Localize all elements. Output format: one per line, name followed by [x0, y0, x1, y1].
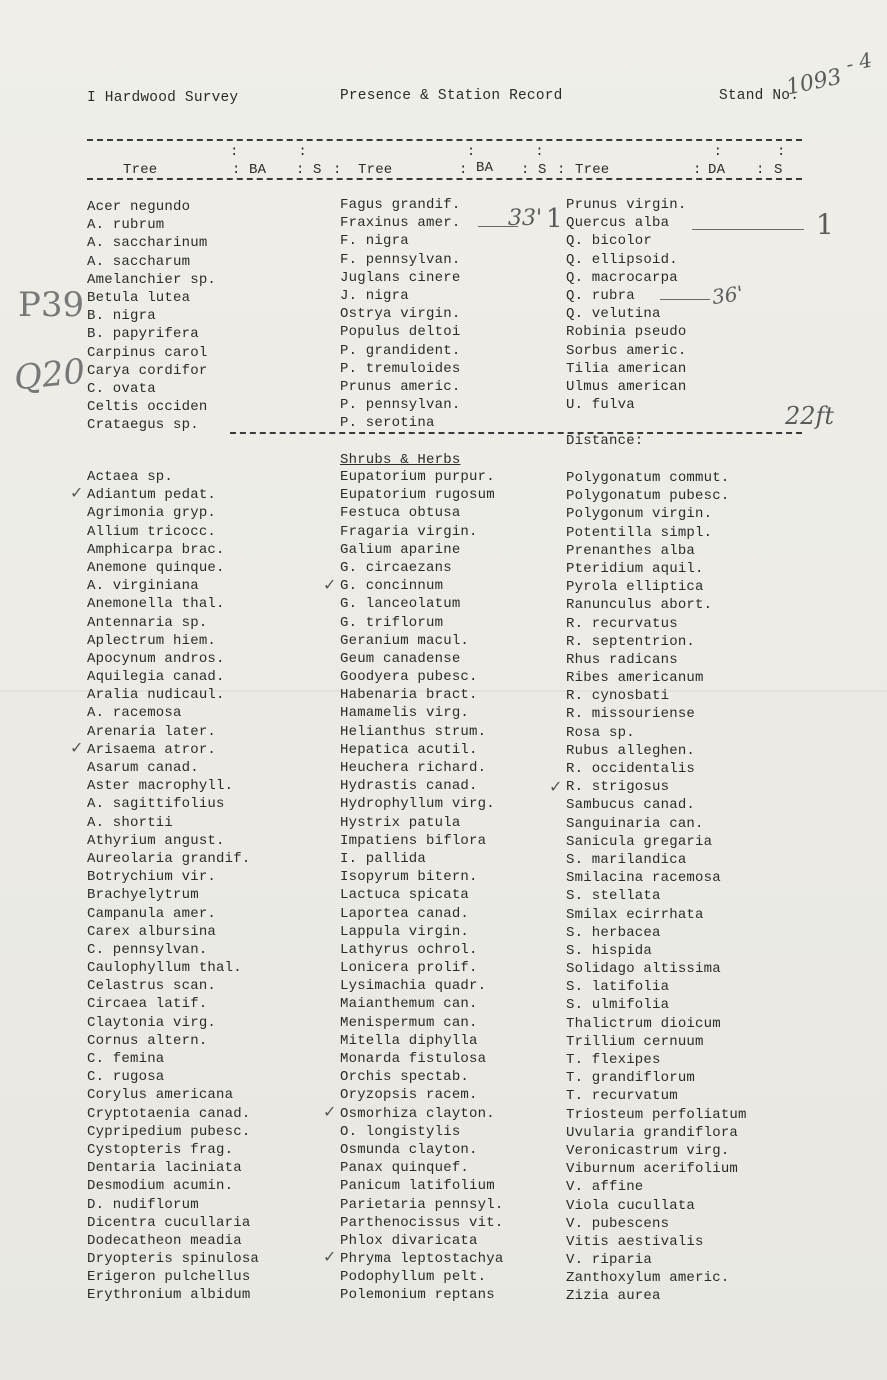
- col-header-colon-4: :: [459, 162, 468, 178]
- header-colon-row: : : : : : :: [230, 144, 786, 160]
- list-item: Asarum canad.: [87, 760, 199, 776]
- col-header-s-1: S: [313, 162, 322, 178]
- herb-list-col2: [340, 468, 503, 1305]
- list-item: C. femina: [87, 1051, 165, 1067]
- list-item: Goodyera pubesc.: [340, 669, 478, 686]
- list-item: Antennaria sp.: [87, 614, 208, 631]
- list-item: T. recurvatum: [566, 1088, 678, 1105]
- list-item: C. ovata: [87, 380, 156, 397]
- list-item: P. grandident.: [340, 342, 461, 359]
- list-item: I. pallida: [340, 850, 427, 867]
- list-item: Geum canadense: [340, 650, 461, 667]
- list-item: Cornus altern.: [87, 1032, 208, 1049]
- list-item: V. pubescens: [566, 1215, 670, 1232]
- list-item: Viburnum acerifolium: [566, 1161, 739, 1178]
- list-item: C. pennsylvan.: [87, 941, 208, 958]
- list-item: Circaea latif.: [87, 996, 208, 1013]
- list-item: Polygonatum commut.: [566, 470, 730, 486]
- list-item: Carya cordifor: [87, 362, 208, 379]
- list-item: Fagus grandif.: [340, 197, 461, 213]
- list-item: Allium tricocc.: [87, 523, 217, 540]
- list-item: Smilacina racemosa: [566, 870, 721, 887]
- list-item: Carpinus carol: [87, 344, 208, 361]
- list-item: Anemone quinque.: [87, 559, 225, 576]
- distance-label: Distance:: [566, 433, 644, 449]
- list-item: B. nigra: [87, 308, 156, 325]
- list-item: Eupatorium purpur.: [340, 469, 495, 485]
- list-item: Adiantum pedat.: [87, 487, 217, 504]
- list-item: Hamamelis virg.: [340, 705, 470, 722]
- list-item: Polygonatum pubesc.: [566, 488, 730, 505]
- list-item: A. saccharinum: [87, 235, 208, 252]
- list-item: Mitella diphylla: [340, 1032, 478, 1049]
- list-item: Apocynum andros.: [87, 650, 225, 667]
- list-item: Actaea sp.: [87, 469, 174, 485]
- checkmark-icon: ✓: [70, 738, 84, 757]
- section-dashed-rule: [230, 432, 802, 434]
- handwritten-margin-q: Q20: [12, 351, 88, 399]
- list-item: Campanula amer.: [87, 905, 217, 922]
- list-item: Menispermum can.: [340, 1014, 478, 1031]
- list-item: Ribes americanum: [566, 670, 704, 687]
- list-item: R. strigosus: [566, 779, 670, 796]
- list-item: Claytonia virg.: [87, 1014, 217, 1031]
- list-item: Zanthoxylum americ.: [566, 1270, 730, 1287]
- list-item: Celtis occiden: [87, 399, 208, 416]
- list-item: Hydrophyllum virg.: [340, 796, 495, 813]
- col-header-ba-2: BA: [476, 160, 494, 176]
- stand-suffix-handwritten: - 4: [843, 47, 875, 77]
- list-item: Prunus americ.: [340, 378, 461, 395]
- list-item: S. stellata: [566, 888, 661, 905]
- list-item: Sambucus canad.: [566, 797, 696, 814]
- tree-list-col1: [87, 198, 216, 434]
- list-item: Lonicera prolif.: [340, 960, 478, 977]
- list-item: Aplectrum hiem.: [87, 632, 217, 649]
- list-item: R. septentrion.: [566, 633, 696, 650]
- list-item: Athyrium angust.: [87, 832, 225, 849]
- col-header-colon-2: :: [296, 162, 305, 178]
- handwritten-quercus-rubra-da: 36': [710, 280, 745, 310]
- list-item: Aquilegia canad.: [87, 669, 225, 686]
- handwritten-dash: [660, 299, 710, 300]
- list-item: Uvularia grandiflora: [566, 1124, 739, 1141]
- checkmark-icon: ✓: [323, 1247, 337, 1266]
- list-item: Geranium macul.: [340, 632, 470, 649]
- list-item: Crataegus sp.: [87, 417, 199, 434]
- list-item: F. nigra: [340, 233, 409, 250]
- list-item: Parietaria pennsyl.: [340, 1196, 504, 1213]
- list-item: Hystrix patula: [340, 814, 461, 831]
- list-item: O. longistylis: [340, 1123, 461, 1140]
- list-item: Helianthus strum.: [340, 723, 487, 740]
- list-item: Q. velutina: [566, 306, 661, 323]
- list-item: Pteridium aquil.: [566, 560, 704, 577]
- list-item: Osmunda clayton.: [340, 1141, 478, 1158]
- list-item: Betula lutea: [87, 289, 191, 306]
- record-title: Presence & Station Record: [340, 88, 563, 104]
- checkmark-icon: ✓: [323, 1102, 337, 1121]
- list-item: Monarda fistulosa: [340, 1051, 487, 1067]
- stand-label: Stand No.: [719, 88, 800, 104]
- list-item: A. sagittifolius: [87, 796, 225, 813]
- list-item: Fragaria virgin.: [340, 523, 478, 540]
- list-item: Amelanchier sp.: [87, 271, 217, 288]
- list-item: Ostrya virgin.: [340, 306, 461, 323]
- list-item: Agrimonia gryp.: [87, 505, 217, 522]
- list-item: A. saccharum: [87, 253, 191, 270]
- list-item: Rubus alleghen.: [566, 742, 696, 759]
- list-item: Oryzopsis racem.: [340, 1087, 478, 1104]
- list-item: Lactuca spicata: [340, 887, 470, 904]
- list-item: Arenaria later.: [87, 723, 217, 740]
- list-item: Acer negundo: [87, 199, 191, 215]
- list-item: Hepatica acutil.: [340, 741, 478, 758]
- list-item: Zizia aurea: [566, 1288, 661, 1305]
- list-item: J. nigra: [340, 287, 409, 304]
- list-item: Eupatorium rugosum: [340, 487, 495, 504]
- tree-list-col2: [340, 196, 460, 432]
- list-item: Sanicula gregaria: [566, 833, 713, 850]
- list-item: Lathyrus ochrol.: [340, 941, 478, 958]
- list-item: Aureolaria grandif.: [87, 850, 251, 867]
- herb-list-col3: [566, 469, 747, 1306]
- list-item: P. serotina: [340, 415, 435, 432]
- list-item: A. rubrum: [87, 217, 165, 234]
- handwritten-quercus-alba-da: 1: [816, 208, 834, 241]
- list-item: Laportea canad.: [340, 905, 470, 922]
- list-item: Robinia pseudo: [566, 324, 687, 341]
- list-item: Heuchera richard.: [340, 760, 487, 776]
- col-header-colon-7: :: [693, 162, 702, 178]
- col-header-tree-1: Tree: [123, 162, 158, 178]
- list-item: Phryma leptostachya: [340, 1251, 504, 1268]
- list-item: Lysimachia quadr.: [340, 978, 487, 995]
- list-item: Anemonella thal.: [87, 596, 225, 613]
- col-header-da: DA: [708, 162, 726, 178]
- list-item: T. grandiflorum: [566, 1070, 696, 1087]
- col-header-tree-3: Tree: [575, 162, 610, 178]
- list-item: Viola cucullata: [566, 1197, 696, 1214]
- list-item: Dentaria laciniata: [87, 1160, 242, 1177]
- list-item: G. lanceolatum: [340, 596, 461, 613]
- list-item: Polygonum virgin.: [566, 506, 713, 523]
- list-item: Q. bicolor: [566, 233, 653, 250]
- list-item: Sorbus americ.: [566, 342, 687, 359]
- list-item: Panax quinquef.: [340, 1160, 470, 1177]
- list-item: S. latifolia: [566, 979, 670, 996]
- list-item: C. rugosa: [87, 1069, 165, 1086]
- list-item: Polemonium reptans: [340, 1287, 495, 1304]
- list-item: Tilia american: [566, 360, 687, 377]
- list-item: R. cynosbati: [566, 688, 670, 705]
- list-item: V. affine: [566, 1179, 644, 1196]
- list-item: Isopyrum bitern.: [340, 869, 478, 886]
- list-item: G. concinnum: [340, 578, 444, 595]
- list-item: Maianthemum can.: [340, 996, 478, 1013]
- list-item: Lappula virgin.: [340, 923, 470, 940]
- header-dashed-rule-top: [87, 139, 802, 141]
- list-item: Q. rubra: [566, 287, 635, 304]
- list-item: Hydrastis canad.: [340, 778, 478, 795]
- list-item: Festuca obtusa: [340, 505, 461, 522]
- list-item: Caulophyllum thal.: [87, 960, 242, 977]
- tree-list-col3: [566, 196, 686, 414]
- col-header-s-3: S: [774, 162, 783, 178]
- list-item: D. nudiflorum: [87, 1196, 199, 1213]
- list-item: Dicentra cucullaria: [87, 1214, 251, 1231]
- col-header-colon-1: :: [232, 162, 241, 178]
- handwritten-dash: [692, 229, 804, 230]
- list-item: Cryptotaenia canad.: [87, 1105, 251, 1122]
- handwritten-margin-p: P39: [18, 285, 85, 325]
- col-header-colon-3: :: [333, 162, 342, 178]
- list-item: Botrychium vir.: [87, 869, 217, 886]
- col-header-colon-8: :: [756, 162, 765, 178]
- list-item: Vitis aestivalis: [566, 1233, 704, 1250]
- list-item: Aralia nudicaul.: [87, 687, 225, 704]
- list-item: Quercus alba: [566, 215, 670, 232]
- list-item: Erigeron pulchellus: [87, 1269, 251, 1286]
- list-item: Habenaria bract.: [340, 687, 478, 704]
- list-item: Populus deltoi: [340, 324, 461, 341]
- list-item: Ulmus american: [566, 378, 687, 395]
- list-item: B. papyrifera: [87, 326, 199, 343]
- list-item: Cypripedium pubesc.: [87, 1123, 251, 1140]
- list-item: Brachyelytrum: [87, 887, 199, 904]
- list-item: Galium aparine: [340, 541, 461, 558]
- list-item: S. hispida: [566, 942, 653, 959]
- col-header-colon-6: :: [557, 162, 566, 178]
- list-item: A. racemosa: [87, 705, 182, 722]
- list-item: Rhus radicans: [566, 651, 678, 668]
- stand-number-handwritten: 1093: [784, 64, 844, 101]
- list-item: F. pennsylvan.: [340, 251, 461, 268]
- herb-list-col1: [87, 468, 259, 1305]
- list-item: Podophyllum pelt.: [340, 1269, 487, 1286]
- list-item: Aster macrophyll.: [87, 778, 234, 795]
- list-item: Q. macrocarpa: [566, 269, 678, 286]
- list-item: Cystopteris frag.: [87, 1141, 234, 1158]
- list-item: Rosa sp.: [566, 724, 635, 741]
- checkmark-icon: ✓: [549, 777, 563, 796]
- list-item: R. missouriense: [566, 706, 696, 723]
- list-item: Q. ellipsoid.: [566, 251, 678, 268]
- checkmark-icon: ✓: [323, 575, 337, 594]
- list-item: Arisaema atror.: [87, 741, 217, 758]
- list-item: G. triflorum: [340, 614, 444, 631]
- checkmark-icon: ✓: [70, 483, 84, 502]
- list-item: Orchis spectab.: [340, 1069, 470, 1086]
- list-item: Desmodium acumin.: [87, 1178, 234, 1195]
- list-item: Juglans cinere: [340, 269, 461, 286]
- list-item: S. ulmifolia: [566, 997, 670, 1014]
- handwritten-fraxinus-ba: 33': [508, 206, 543, 231]
- list-item: Pyrola elliptica: [566, 579, 704, 596]
- col-header-s-2: S: [538, 162, 547, 178]
- list-item: P. pennsylvan.: [340, 397, 461, 414]
- list-item: U. fulva: [566, 397, 635, 414]
- list-item: Solidago altissima: [566, 961, 721, 978]
- list-item: Veronicastrum virg.: [566, 1142, 730, 1159]
- col-header-colon-5: :: [521, 162, 530, 178]
- list-item: Phlox divaricata: [340, 1232, 478, 1249]
- list-item: Erythronium albidum: [87, 1287, 251, 1304]
- list-item: Sanguinaria can.: [566, 815, 704, 832]
- handwritten-distance-value: 22ft: [785, 402, 835, 430]
- list-item: Impatiens biflora: [340, 832, 487, 849]
- list-item: Carex albursina: [87, 923, 217, 940]
- list-item: A. virginiana: [87, 578, 199, 595]
- survey-title: I Hardwood Survey: [87, 90, 239, 106]
- list-item: Fraxinus amer.: [340, 215, 461, 232]
- list-item: Potentilla simpl.: [566, 524, 713, 541]
- list-item: Panicum latifolium: [340, 1178, 495, 1195]
- list-item: R. recurvatus: [566, 615, 678, 632]
- list-item: Dodecatheon meadia: [87, 1232, 242, 1249]
- list-item: S. herbacea: [566, 924, 661, 941]
- list-item: V. riparia: [566, 1252, 653, 1269]
- list-item: Ranunculus abort.: [566, 597, 713, 614]
- list-item: R. occidentalis: [566, 761, 696, 777]
- list-item: S. marilandica: [566, 851, 687, 868]
- list-item: Thalictrum dioicum: [566, 1015, 721, 1032]
- list-item: Triosteum perfoliatum: [566, 1106, 747, 1123]
- list-item: Smilax ecirrhata: [566, 906, 704, 923]
- list-item: Amphicarpa brac.: [87, 541, 225, 558]
- header-dashed-rule-bottom: [87, 178, 802, 180]
- col-header-tree-2: Tree: [358, 162, 393, 178]
- list-item: A. shortii: [87, 814, 174, 831]
- list-item: G. circaezans: [340, 559, 452, 576]
- list-item: Parthenocissus vit.: [340, 1214, 504, 1231]
- list-item: Prenanthes alba: [566, 542, 696, 559]
- handwritten-fraxinus-s: 1: [546, 204, 563, 234]
- list-item: Trillium cernuum: [566, 1033, 704, 1050]
- list-item: T. flexipes: [566, 1052, 661, 1068]
- list-item: Prunus virgin.: [566, 197, 687, 213]
- list-item: P. tremuloides: [340, 360, 461, 377]
- list-item: Celastrus scan.: [87, 978, 217, 995]
- list-item: Corylus americana: [87, 1087, 234, 1104]
- col-header-ba-1: BA: [249, 162, 267, 178]
- list-item: Osmorhiza clayton.: [340, 1105, 495, 1122]
- list-item: Dryopteris spinulosa: [87, 1251, 260, 1268]
- shrubs-herbs-title: Shrubs & Herbs: [340, 452, 461, 468]
